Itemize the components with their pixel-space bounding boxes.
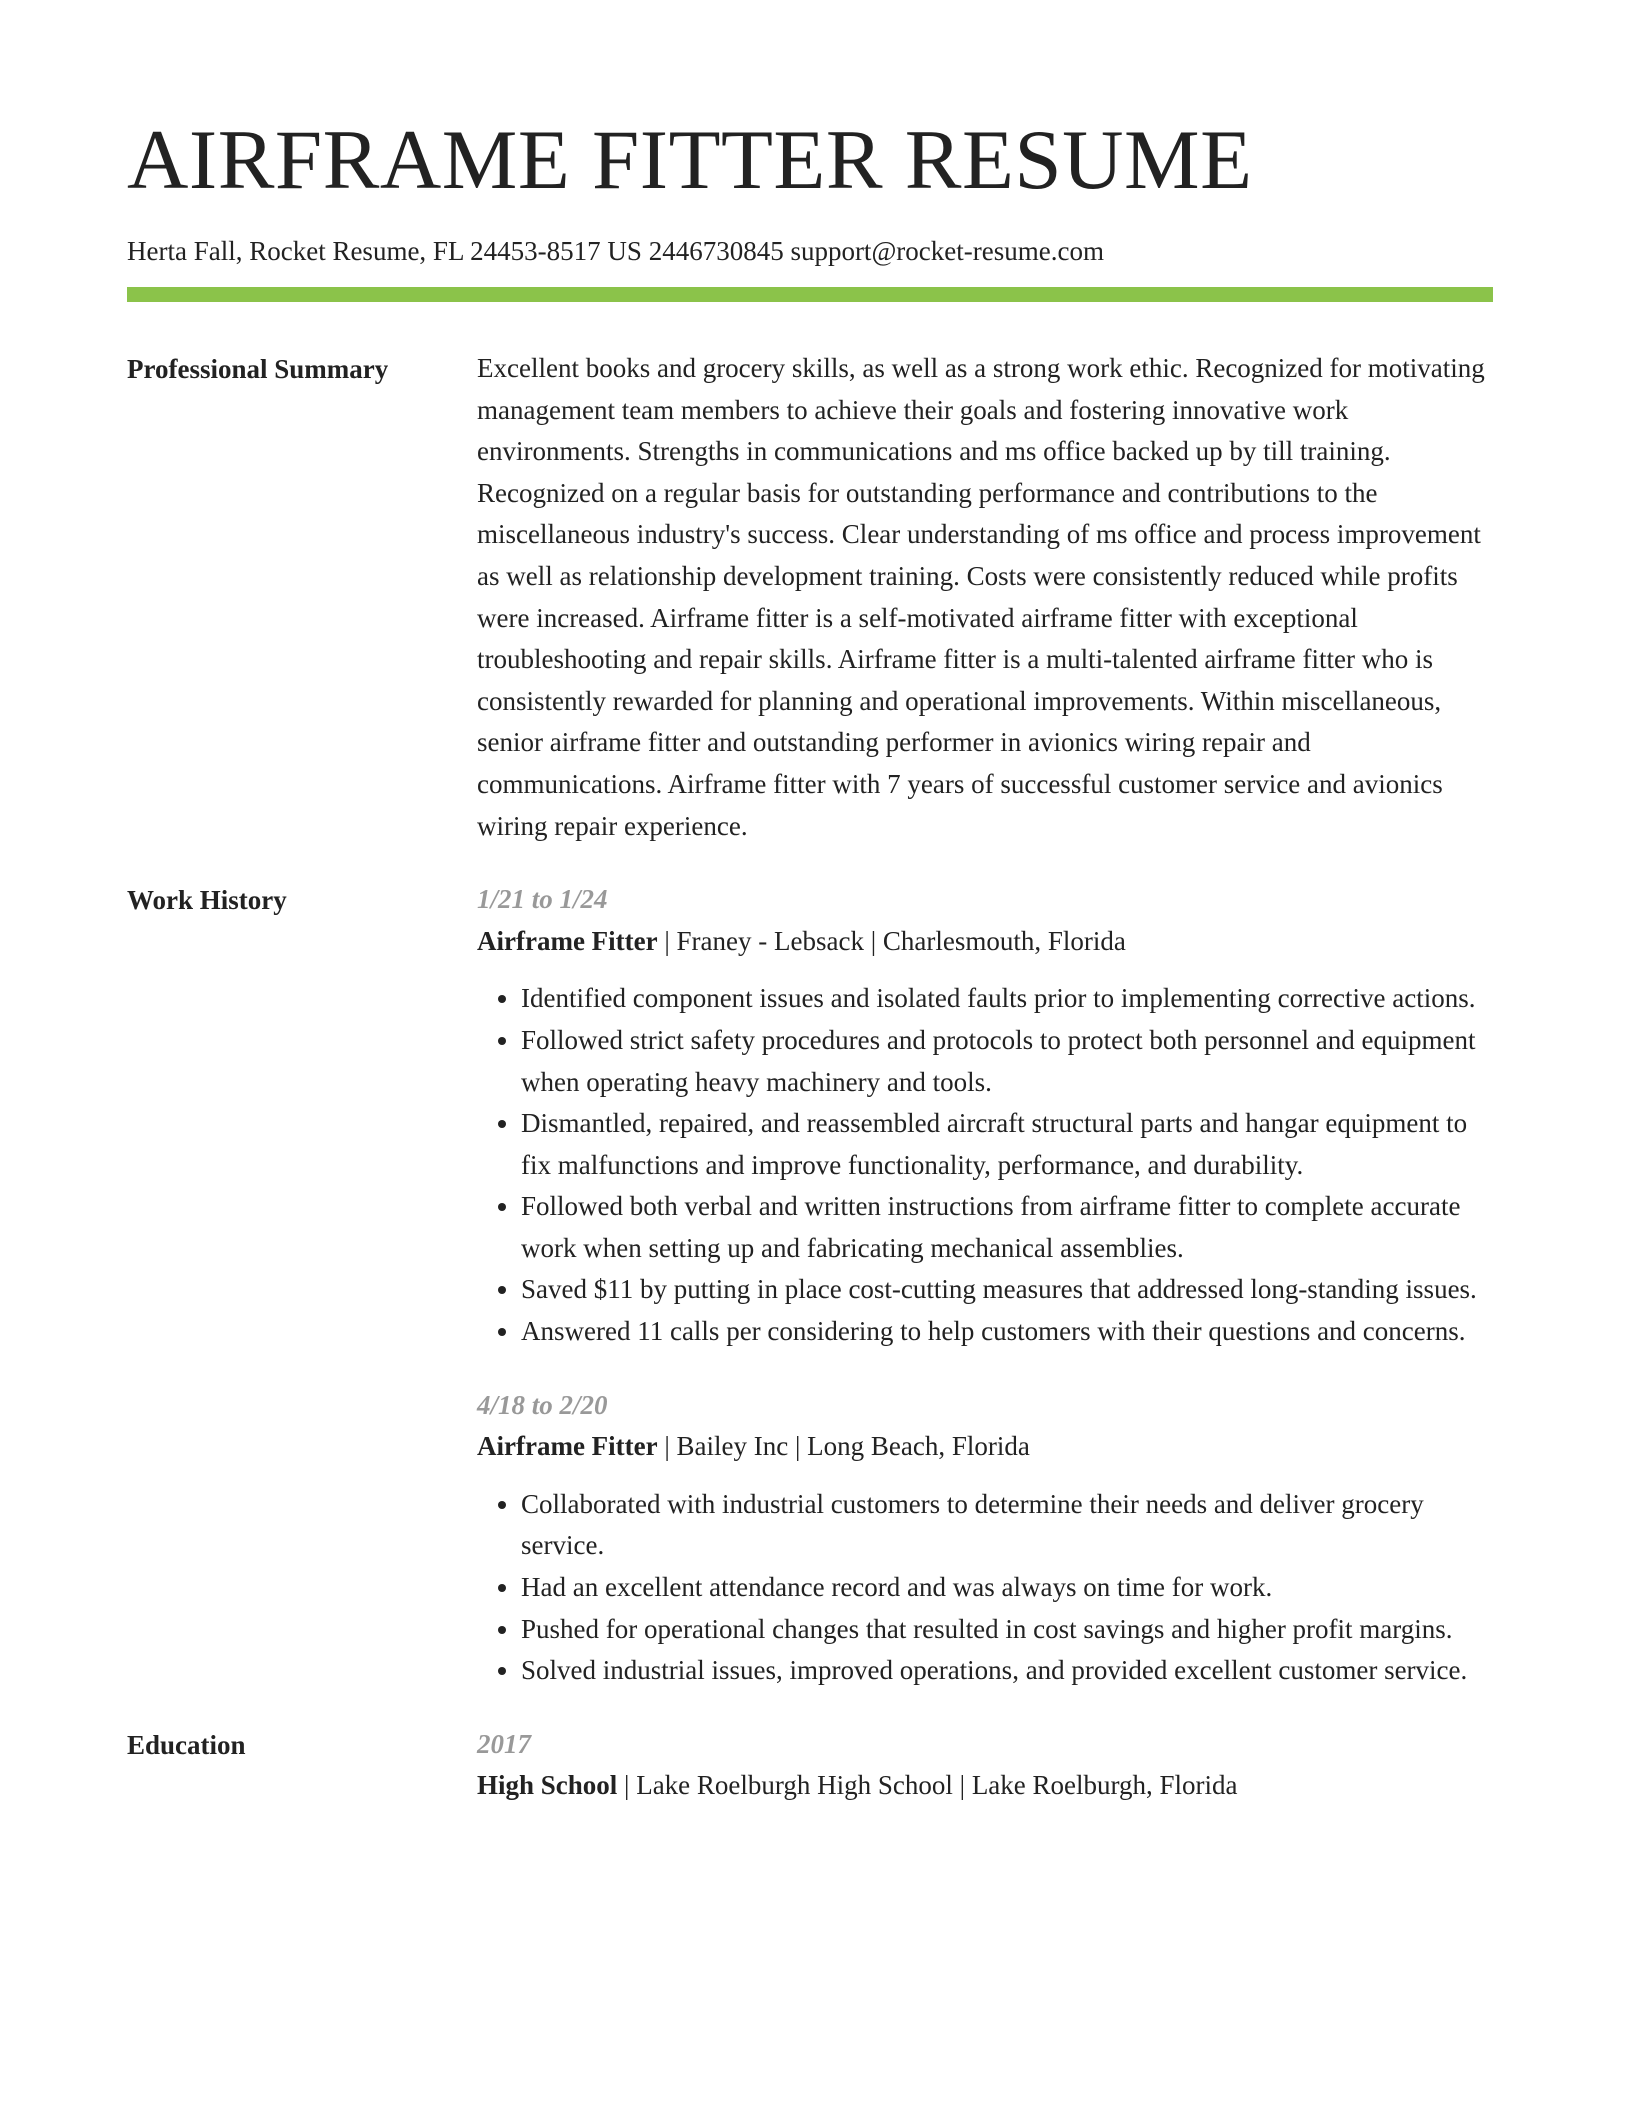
accent-divider (127, 287, 1493, 302)
job-bullet-list (477, 1484, 1493, 1692)
education-year: 2017 (477, 1728, 531, 1759)
job-bullet: • Dismantled, repaired, and reassembled aircraft structural parts and hangar equipment to fix malfunctions and improve functionality, performance, and durability. (521, 1103, 1493, 1186)
job-bullet: • Collaborated with industrial customers to determine their needs and deliver grocery service. (521, 1484, 1493, 1567)
job-title-line (477, 1426, 1493, 1468)
job-title-line (477, 921, 1493, 963)
resume-title: AIRFRAME FITTER RESUME (127, 113, 1253, 207)
work-history-body (477, 879, 1493, 1692)
job-bullet: • Had an excellent attendance record and was always on time for work. (521, 1567, 1493, 1609)
job-dates: 4/18 to 2/20 (477, 1389, 608, 1420)
job-bullet: • Followed strict safety procedures and protocols to protect both personnel and equipment when operating heavy machinery and tools. (521, 1020, 1493, 1103)
job-entry (477, 879, 1493, 1353)
job-title: Airframe Fitter (477, 1431, 658, 1462)
job-bullet: • Solved industrial issues, improved operations, and provided excellent customer service. (521, 1650, 1493, 1692)
contact-line: Herta Fall, Rocket Resume, FL 24453-8517 US 2446730845 support@rocket-resume.com (127, 236, 1104, 266)
job-company-location: | Bailey Inc | Long Beach, Florida (657, 1431, 1030, 1462)
section-label-work-history: Work History (127, 885, 287, 916)
summary-section (127, 348, 1493, 847)
education-body (477, 1724, 1493, 1807)
section-label-summary: Professional Summary (127, 354, 389, 384)
job-bullet: • Pushed for operational changes that resulted in cost savings and higher profit margins. (521, 1609, 1493, 1651)
job-entry (477, 1385, 1493, 1692)
resume-page (127, 113, 1493, 1807)
job-dates: 1/21 to 1/24 (477, 884, 608, 915)
job-bullet: • Answered 11 calls per considering to help customers with their questions and concerns. (521, 1311, 1493, 1353)
education-section (127, 1724, 1493, 1807)
summary-body (477, 348, 1493, 847)
job-bullet: • Identified component issues and isolated faults prior to implementing corrective actions. (521, 978, 1493, 1020)
summary-text: Excellent books and grocery skills, as well as a strong work ethic. Recognized for motivating management team members to achieve their goals and fostering innovative work environments. Strengths in communications and ms office backed up by till training. Recognized on a regular basis for outstanding performance and contributions to the miscellaneous industry's success. Clear understanding of ms office and process improvement as well as relationship development training. Costs were consistently reduced while profits were increased. Airframe fitter is a self-motivated airframe fitter with exceptional troubleshooting and repair skills. Airframe fitter is a multi-talented airframe fitter who is consistently rewarded for planning and operational improvements. Within miscellaneous, senior airframe fitter and outstanding performer in avionics wiring repair and communications. Airframe fitter with 7 years of successful customer service and avionics wiring repair experience. (477, 353, 1485, 841)
job-title: Airframe Fitter (477, 925, 658, 956)
job-bullet-list (477, 978, 1493, 1352)
section-label-education: Education (127, 1729, 246, 1760)
job-company-location: | Franey - Lebsack | Charlesmouth, Florida (657, 925, 1126, 956)
education-degree-line (477, 1765, 1493, 1807)
education-degree: High School (477, 1770, 618, 1801)
job-bullet: • Saved $11 by putting in place cost-cutting measures that addressed long-standing issues. (521, 1269, 1493, 1311)
education-school-location: | Lake Roelburgh High School | Lake Roelburgh, Florida (617, 1770, 1238, 1801)
job-bullet: • Followed both verbal and written instructions from airframe fitter to complete accurate work when setting up and fabricating mechanical assemblies. (521, 1186, 1493, 1269)
work-history-section (127, 879, 1493, 1692)
